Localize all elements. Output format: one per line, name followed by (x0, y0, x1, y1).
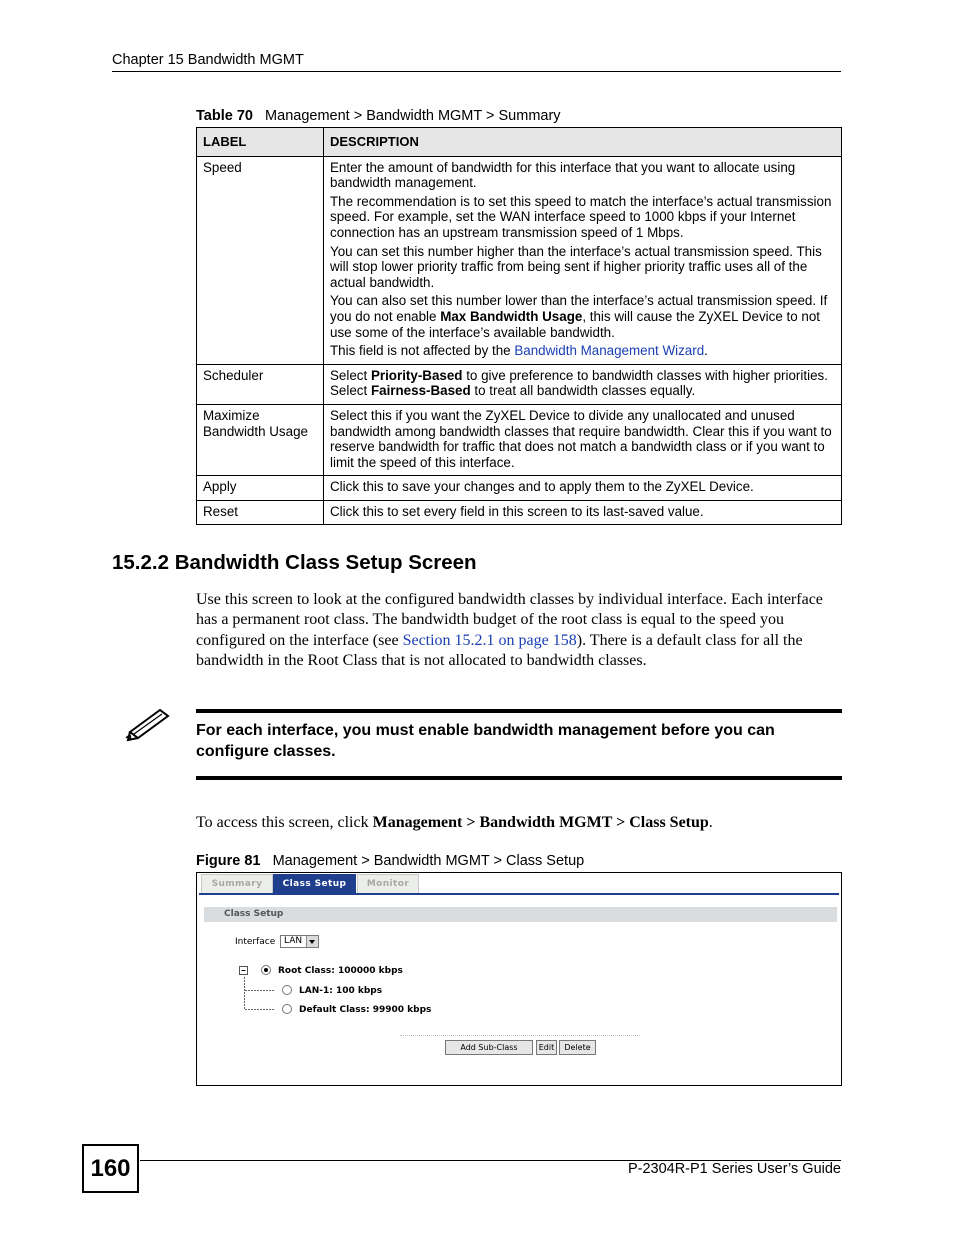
column-header-label: LABEL (197, 128, 324, 157)
chapter-header: Chapter 15 Bandwidth MGMT (112, 52, 304, 68)
note-text: For each interface, you must enable bandwidth management before you can configure classes. (196, 722, 775, 760)
section-link[interactable]: Section 15.2.1 on page 158 (402, 631, 577, 649)
figure-caption (196, 853, 584, 869)
interface-select-value: LAN (284, 936, 303, 946)
table-row (197, 404, 842, 475)
text-run: Use this screen to look at the configured bandwidth classes by individual interface. Each interface has a permanent root class. The bandwidth budget of the root class is equal to the speed you configured on the interface (see (196, 591, 823, 649)
column-header-description: DESCRIPTION (324, 128, 842, 157)
table-caption (196, 108, 561, 124)
description-paragraph (330, 293, 835, 340)
button-separator (400, 1035, 640, 1036)
delete-button[interactable]: Delete (559, 1040, 596, 1055)
text-run: to treat all bandwidth classes equally. (470, 383, 696, 399)
row-label: Scheduler (197, 364, 324, 404)
header-divider (112, 71, 841, 72)
menu-path: Management > Bandwidth MGMT > Class Setup (372, 814, 709, 831)
text-run: . (704, 343, 708, 359)
page-number: 160 (82, 1144, 139, 1193)
table-header-row (197, 128, 842, 157)
table-caption-text: Management > Bandwidth MGMT > Summary (265, 108, 561, 124)
text-run: , this will cause the ZyXEL Device to not use some of the interface’s available bandwidth. (330, 308, 820, 340)
section-heading: 15.2.2 Bandwidth Class Setup Screen (112, 551, 477, 574)
wizard-link[interactable]: Bandwidth Management Wizard (514, 343, 705, 359)
default-class-label: Default Class: 99900 kbps (299, 1005, 432, 1015)
figure-caption-label: Figure 81 (196, 853, 261, 869)
table-row (197, 156, 842, 364)
tab-underline (199, 893, 839, 895)
row-label: Maximize Bandwidth Usage (197, 404, 324, 475)
root-class-label: Root Class: 100000 kbps (278, 966, 403, 976)
bold-term: Max Bandwidth Usage (440, 308, 583, 324)
table-caption-label: Table 70 (196, 108, 253, 124)
text-run: You can also set this number lower than the interface’s actual transmission speed. If you do not enable (330, 293, 828, 324)
description-paragraph (330, 343, 835, 359)
text-run: To access this screen, click (196, 814, 373, 831)
tab-class-setup[interactable]: Class Setup (273, 874, 356, 894)
row-description: Click this to set every field in this screen to its last-saved value. (324, 500, 842, 525)
interface-label: Interface (235, 937, 276, 947)
interface-select[interactable] (280, 935, 319, 948)
note-top-rule (196, 709, 842, 713)
field-description-table (196, 127, 842, 525)
class-setup-screenshot (196, 872, 842, 1086)
figure-caption-text: Management > Bandwidth MGMT > Class Setup (272, 853, 585, 869)
text-run: Select (330, 367, 371, 383)
table-row (197, 500, 842, 525)
root-class-radio[interactable] (261, 965, 271, 975)
row-description: Select this if you want the ZyXEL Device to divide any unallocated and unused bandwidth among bandwidth classes that require bandwidth. Clear this if you want to reserve bandwidth for traffic that does not match a bandwidth class or if you want to limit the speed of this interface. (324, 404, 842, 475)
add-sub-class-button[interactable]: Add Sub-Class (445, 1040, 533, 1055)
tab-monitor[interactable]: Monitor (357, 874, 419, 894)
bold-term: Priority-Based (370, 367, 463, 383)
row-label: Speed (197, 156, 324, 364)
default-class-radio[interactable] (282, 1004, 292, 1014)
text-run: to give preference to bandwidth classes with higher priorities. Select (330, 367, 828, 399)
text-run: ). There is a default class for all the bandwidth in the Root Class that is not allocated to bandwidth classes. (196, 631, 803, 669)
lan1-class-label: LAN-1: 100 kbps (299, 986, 383, 996)
chevron-down-icon (306, 936, 318, 947)
row-label: Reset (197, 500, 324, 525)
table-row (197, 476, 842, 501)
note-bottom-rule (196, 776, 842, 780)
description-paragraph: You can set this number higher than the interface’s actual transmission speed. This will stop lower priority traffic from being sent if higher priority traffic uses all of the actual bandwidth. (330, 243, 822, 290)
note-pen-icon (124, 702, 174, 746)
guide-title: P-2304R-P1 Series User’s Guide (627, 1161, 841, 1177)
description-paragraph: Enter the amount of bandwidth for this interface that you want to allocate using bandwidth management. (330, 159, 796, 191)
section-paragraph (196, 590, 842, 671)
tab-summary[interactable]: Summary (201, 874, 273, 894)
access-instructions (196, 813, 842, 833)
description-paragraph: The recommendation is to set this speed to match the interface’s actual transmission speed. For example, set the WAN interface speed to 1000 kbps if your Internet connection has an upstream transmission speed of 1 Mbps. (330, 193, 832, 240)
tree-lines (239, 965, 279, 1017)
table-row (197, 364, 842, 404)
text-run: . (708, 814, 713, 831)
row-description: Click this to save your changes and to apply them to the ZyXEL Device. (324, 476, 842, 501)
edit-button[interactable]: Edit (536, 1040, 557, 1055)
row-description (324, 156, 842, 364)
text-run: This field is not affected by the (330, 343, 515, 359)
section-bar: Class Setup (204, 907, 837, 922)
row-description (324, 364, 842, 404)
lan1-class-radio[interactable] (282, 985, 292, 995)
row-label: Apply (197, 476, 324, 501)
bold-term: Fairness-Based (370, 383, 471, 399)
